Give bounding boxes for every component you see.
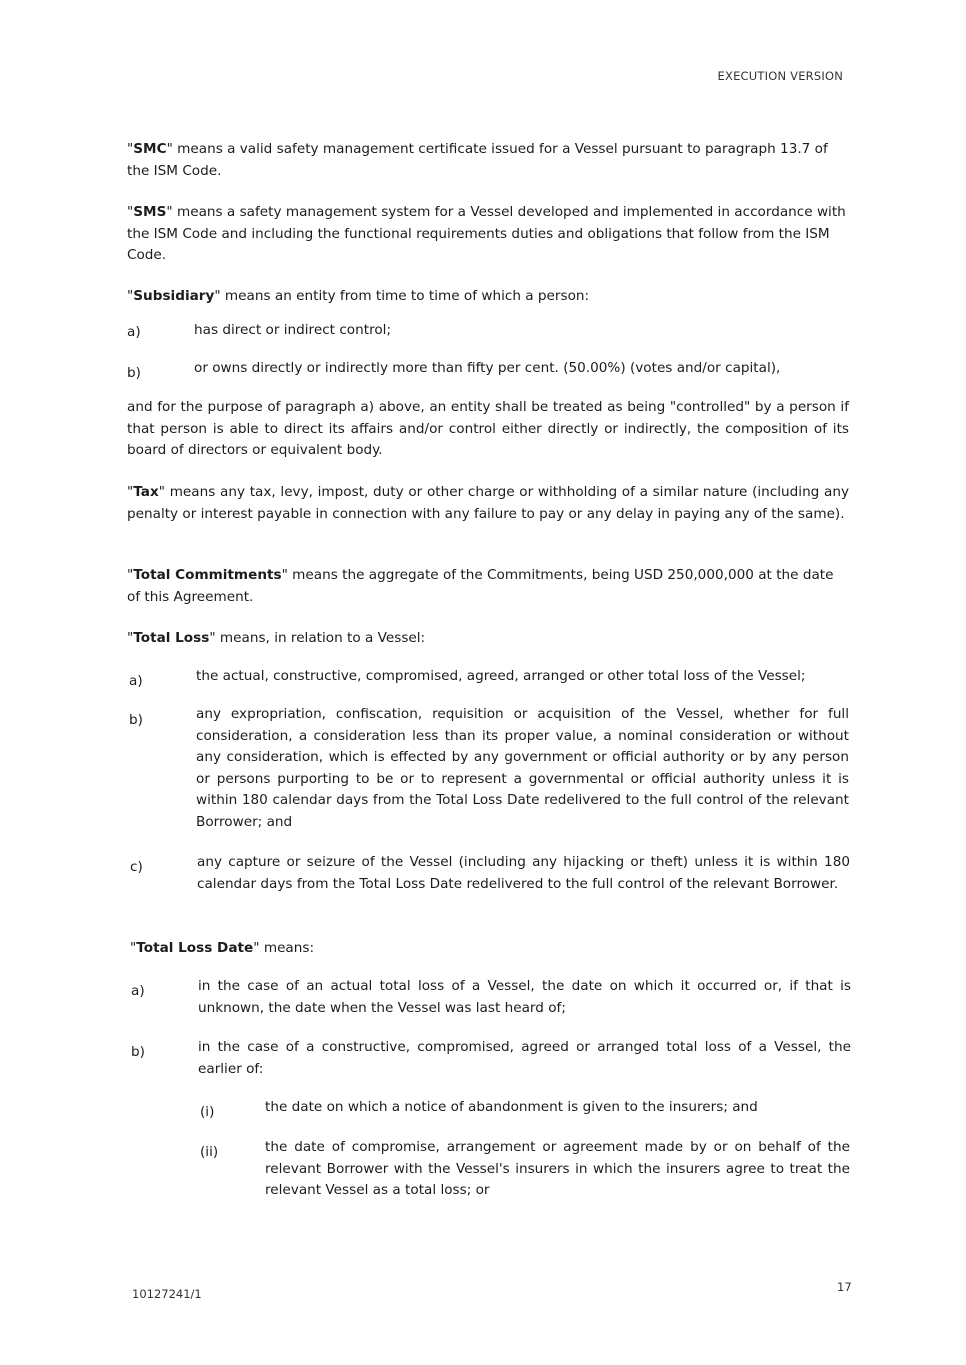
definition-total-commitments: "Total Commitments" means the aggregate of the Commitments, being USD 250,000,000 at the date of this Agreement. [127,567,834,605]
defined-term: Total Loss [133,630,210,646]
list-item-label: a) [131,983,145,999]
sub-item-text: the date of compromise, arrangement or agreement made by or on behalf of the relevant Borrower with the Vessel's insurers in which the insurers agree to treat the relevant Vessel as a total loss; or [265,1139,850,1198]
list-item-text: in the case of a constructive, compromised, agreed or arranged total loss of a Vessel, the earlier of: [198,1039,851,1077]
list-item-label: c) [130,859,143,875]
subsidiary-control-paragraph: and for the purpose of paragraph a) above, an entity shall be treated as being "controlled" by a person if that person is able to direct its affairs and/or control either directly or indirectly, the composition of its board of directors or equivalent body. [127,399,849,458]
definition-smc: "SMC" means a valid safety management certificate issued for a Vessel pursuant to paragraph 13.7 of the ISM Code. [127,141,828,179]
list-item-text: any capture or seizure of the Vessel (including any hijacking or theft) unless it is within 180 calendar days from the Total Loss Date redelivered to the full control of the relevant Borrower. [197,854,850,892]
list-item-text: the actual, constructive, compromised, agreed, arranged or other total loss of the Vessel; [196,668,806,684]
sub-item-label: (i) [200,1104,215,1120]
definition-sms: "SMS" means a safety management system for a Vessel developed and implemented in accordance with the ISM Code and including the functional requirements duties and obligations that follow from the ISM Code. [127,204,846,263]
definition-tax: "Tax" means any tax, levy, impost, duty or other charge or withholding of a similar nature (including any penalty or interest payable in connection with any failure to pay or any delay in paying any of the same). [127,484,849,522]
list-item-text: any expropriation, confiscation, requisition or acquisition of the Vessel, whether for full consideration, a consideration less than its proper value, a nominal consideration or without any consideration, which is effected by any government or official authority or by any person or persons purporting to be or to represent a governmental or official authority unless it is within 180 calendar days from the Total Loss Date redelivered to the full control of the relevant Borrower; and [196,706,849,830]
version-label: EXECUTION VERSION [717,69,843,83]
list-item-label: b) [129,712,143,728]
definition-body: means a valid safety management certificate issued for a Vessel pursuant to paragraph 13.7 of the ISM Code. [127,141,828,179]
list-item-label: a) [127,324,141,340]
page-number: 17 [837,1280,852,1294]
definition-total-loss-date: "Total Loss Date" means: [130,940,315,956]
defined-term: SMS [133,204,167,220]
definition-body: means: [259,940,315,956]
defined-term: Total Commitments [133,567,282,583]
list-item-label: b) [131,1044,145,1060]
list-item-text: in the case of an actual total loss of a Vessel, the date on which it occurred or, if that is unknown, the date when the Vessel was last heard of; [198,978,851,1016]
sub-item-label: (ii) [200,1144,219,1160]
defined-term: Subsidiary [133,288,215,304]
list-item-label: a) [129,673,143,689]
definition-body: means a safety management system for a Vessel developed and implemented in accordance with the ISM Code and including the functional requirements duties and obligations that follow from the ISM Code. [127,204,846,263]
definition-subsidiary: "Subsidiary" means an entity from time to time of which a person: [127,288,590,304]
definition-body: means, in relation to a Vessel: [215,630,426,646]
list-item-text: or owns directly or indirectly more than fifty per cent. (50.00%) (votes and/or capital), [194,360,781,376]
definition-body: means an entity from time to time of which a person: [220,288,590,304]
definition-body: means the aggregate of the Commitments, being USD 250,000,000 at the date of this Agreement. [127,567,834,605]
document-reference: 10127241/1 [132,1287,202,1301]
definition-body: means any tax, levy, impost, duty or other charge or withholding of a similar nature (including any penalty or interest payable in connection with any failure to pay or any delay in paying any of the same). [127,484,849,522]
list-item-label: b) [127,365,141,381]
list-item-text: has direct or indirect control; [194,322,392,338]
defined-term: Tax [133,484,159,500]
sub-item-text: the date on which a notice of abandonment is given to the insurers; and [265,1099,758,1115]
definition-total-loss: "Total Loss" means, in relation to a Vessel: [127,630,426,646]
defined-term: SMC [133,141,167,157]
defined-term: Total Loss Date [136,940,254,956]
